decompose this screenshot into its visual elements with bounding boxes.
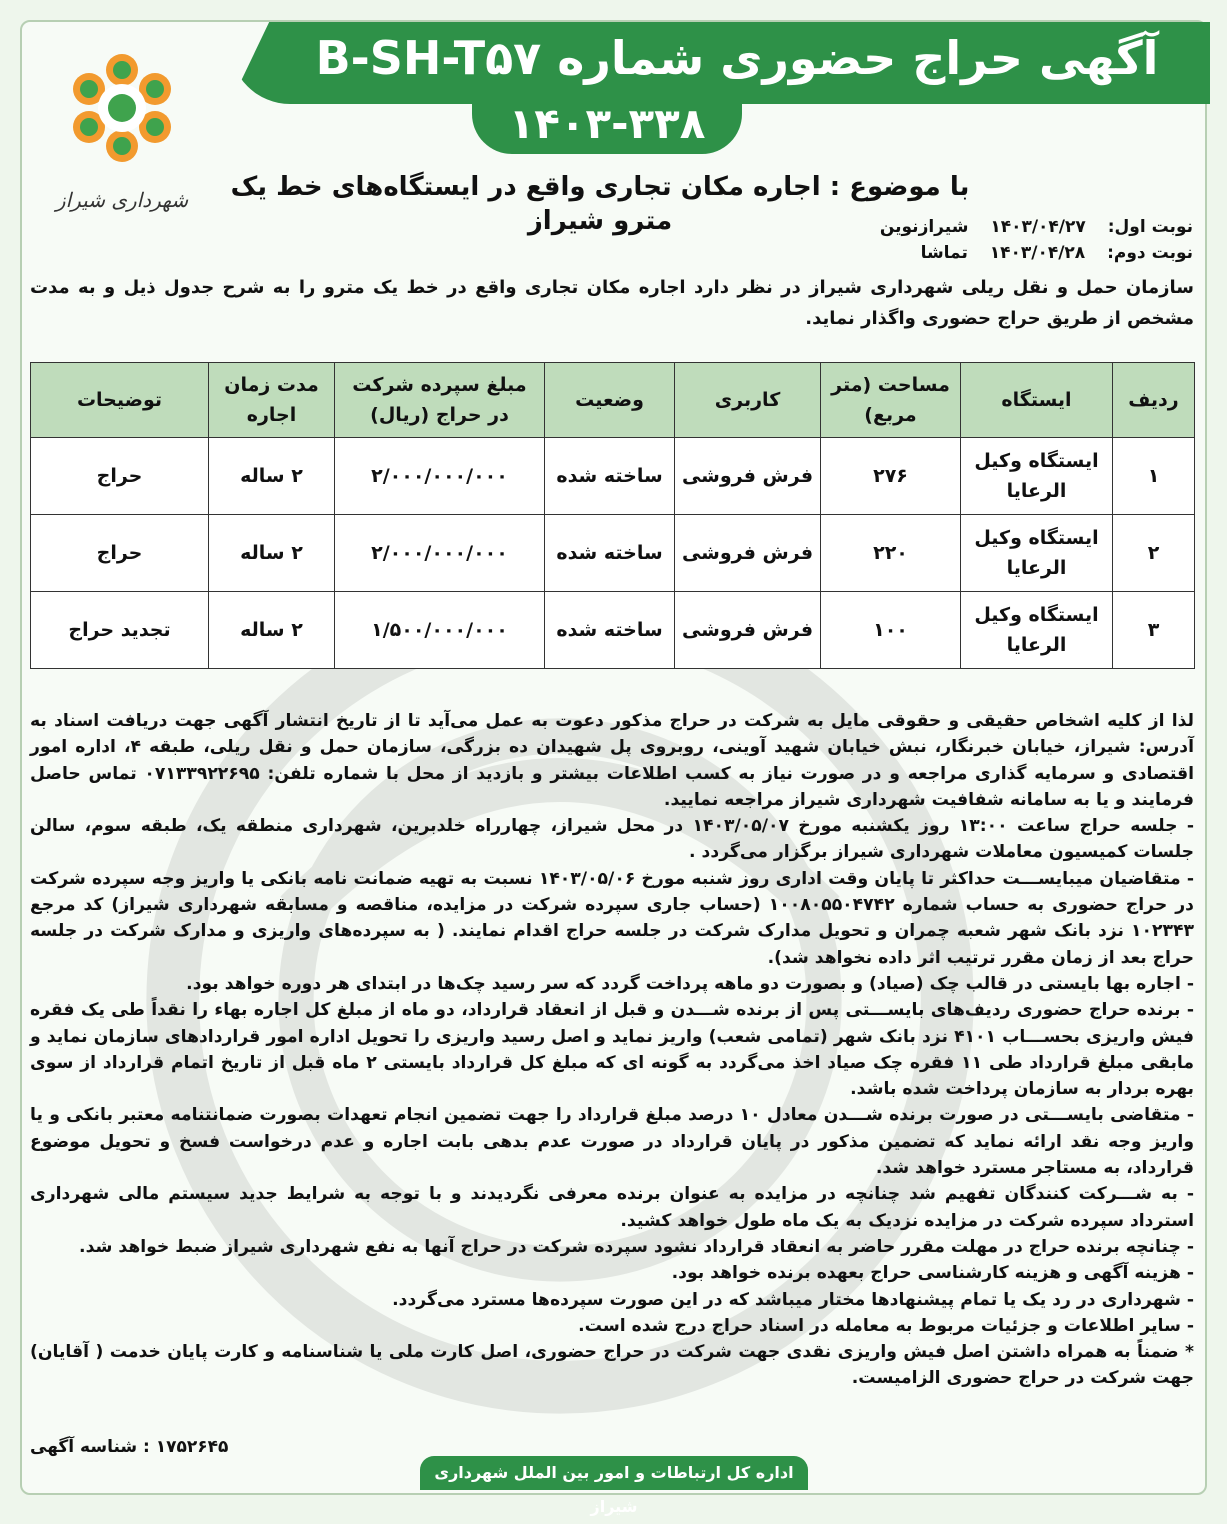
cell-status: ساخته شده bbox=[545, 515, 675, 592]
table-row bbox=[31, 592, 1195, 669]
cell-row-number: ۲ bbox=[1113, 515, 1195, 592]
col-header: ایستگاه bbox=[961, 363, 1113, 438]
table-row bbox=[31, 438, 1195, 515]
terms-paragraph: - هزینه آگهی و هزینه کارشناسی حراج بعهده برنده خواهد بود. bbox=[671, 1263, 1194, 1284]
cell-area: ۲۷۶ bbox=[821, 438, 961, 515]
cell-duration: ۲ ساله bbox=[209, 438, 335, 515]
publication-round-2 bbox=[593, 242, 1193, 264]
footer-banner: اداره کل ارتباطات و امور بین الملل شهرداری شیراز bbox=[420, 1456, 808, 1490]
terms-paragraph: - متقاضیان میبایســـت حداکثر تا پایان وقت اداری روز شنبه مورخ ۱۴۰۳/۰۵/۰۶ نسبت به تهیه ضمانت نامه بانکی یا واریز وجه سپرده شرکت در حراج حضوری به حساب شماره ۱۰۰۸۰۵۵۰۴۷۴۲ (حساب جاری سپرده شرکت در مزایده، مناقصه و مسابقه شهرداری شیراز) کد مرجع ۱۰۲۳۴۳ نزد بانک شهر شعبه چمران و تحویل مدارک شرکت در جلسه حراج اقدام نمایند. ( به سپرده‌های واریزی و مدارک شرکت در جلسه حراج بعد از زمان مقرر ترتیب اثر داده نخواهد شد). bbox=[30, 868, 1194, 968]
cell-station: ایستگاه وکیل الرعایا bbox=[961, 515, 1113, 592]
lease-table bbox=[30, 362, 1195, 669]
cell-deposit: ۱/۵۰۰/۰۰۰/۰۰۰ bbox=[335, 592, 545, 669]
cell-usage: فرش فروشی bbox=[675, 515, 821, 592]
cell-deposit: ۲/۰۰۰/۰۰۰/۰۰۰ bbox=[335, 515, 545, 592]
round-label: نوبت اول: bbox=[1107, 217, 1193, 237]
subject-heading: با موضوع : اجاره مکان تجاری واقع در ایستگاه‌های خط یک مترو شیراز bbox=[230, 172, 970, 236]
terms-body bbox=[30, 708, 1194, 1392]
cell-notes: حراج bbox=[31, 438, 209, 515]
cell-row-number: ۱ bbox=[1113, 438, 1195, 515]
cell-status: ساخته شده bbox=[545, 438, 675, 515]
col-header: مبلغ سپرده شرکت در حراج (ریال) bbox=[335, 363, 545, 438]
round-newspaper: شیرازنوین bbox=[879, 217, 969, 237]
col-header: توضیحات bbox=[31, 363, 209, 438]
cell-duration: ۲ ساله bbox=[209, 515, 335, 592]
logo-text: شهرداری شیراز bbox=[55, 188, 189, 212]
ad-identifier: ۱۷۵۲۶۴۵ : شناسه آگهی bbox=[30, 1437, 229, 1457]
terms-paragraph: - برنده حراج حضوری ردیف‌های بایســـتی پس از برنده شـــدن و قبل از انعقاد قرارداد، دو ماه از مبلغ کل اجاره بهاء را نقداً طی یک فقره فیش واریزی بحســـاب ۴۱۰۱ نزد بانک شهر (تمامی شعب) واریز نماید و اصل رسید واریزی را تحویل اداره امور قراردادهای سازمان نماید و مابقی مبلغ قرارداد طی ۱۱ فقره چک صیاد اخذ می‌گردد به گونه ای که مبلغ کل قرارداد بایستی ۲ ماه قبل از تاریخ اتمام قرارداد از سوی بهره بردار به سازمان پرداخت شده باشد. bbox=[30, 1000, 1194, 1100]
terms-paragraph: - به شـــرکت کنندگان تفهیم شد چنانچه در مزایده به عنوان برنده معرفی نگردیدند و با توجه به شرایط جدید سیستم مالی شهرداری استرداد سپرده شرکت در مزایده نزدیک به یک ماه طول خواهد کشید. bbox=[30, 1184, 1194, 1231]
intro-paragraph: سازمان حمل و نقل ریلی شهرداری شیراز در نظر دارد اجاره مکان تجاری واقع در خط یک مترو را به شرح جدول ذیل و به مدت مشخص از طریق حراج حضوری واگذار نماید. bbox=[30, 277, 1194, 329]
table-row bbox=[31, 515, 1195, 592]
col-header: وضعیت bbox=[545, 363, 675, 438]
terms-paragraph: - شهرداری در رد یک یا تمام پیشنهادها مختار میباشد که در این صورت سپرده‌ها مسترد می‌گردد. bbox=[392, 1289, 1194, 1310]
round-date: ۱۴۰۳/۰۴/۲۷ bbox=[990, 217, 1086, 237]
auction-number: ۱۴۰۳-۳۳۸ bbox=[508, 99, 706, 148]
publication-round-1 bbox=[593, 216, 1193, 238]
cell-status: ساخته شده bbox=[545, 592, 675, 669]
round-label: نوبت دوم: bbox=[1107, 243, 1193, 263]
terms-paragraph: - اجاره بها بایستی در قالب چک (صیاد) و بصورت دو ماهه پرداخت گردد که سر رسید چک‌ها در ابتدای هر دوره خواهد بود. bbox=[186, 973, 1194, 994]
shiraz-municipality-logo-icon bbox=[52, 40, 192, 180]
col-header: کاربری bbox=[675, 363, 821, 438]
col-header: مدت زمان اجاره bbox=[209, 363, 335, 438]
table-header-row bbox=[31, 363, 1195, 438]
page-title: آگهی حراج حضوری شماره B-SH-T۵۷ bbox=[315, 31, 1159, 85]
cell-station: ایستگاه وکیل الرعایا bbox=[961, 438, 1113, 515]
cell-area: ۲۲۰ bbox=[821, 515, 961, 592]
terms-paragraph: * ضمناً به همراه داشتن اصل فیش واریزی نقدی جهت شرکت در حراج حضوری، اصل کارت ملی یا شناسنامه و کارت پایان خدمت ( آقایان) جهت شرکت در حراج حضوری الزامیست. bbox=[30, 1342, 1194, 1389]
terms-paragraph: - متقاضی بایســـتی در صورت برنده شـــدن معادل ۱۰ درصد مبلغ قرارداد را جهت تضمین انجام تعهدات بصورت ضمانتنامه معتبر بانکی و یا واریز وجه نقد ارائه نماید که تضمین مذکور در پایان قرارداد در صورت عدم بدهی بابت اجاره و عدم درخواست فسخ و تحویل موضوع قرارداد، به مستاجر مسترد خواهد شد. bbox=[30, 1105, 1194, 1179]
cell-station: ایستگاه وکیل الرعایا bbox=[961, 592, 1113, 669]
col-header: مساحت (متر مربع) bbox=[821, 363, 961, 438]
round-date: ۱۴۰۳/۰۴/۲۸ bbox=[989, 243, 1086, 263]
round-newspaper: تماشا bbox=[920, 243, 968, 263]
cell-notes: حراج bbox=[31, 515, 209, 592]
cell-notes: تجدید حراج bbox=[31, 592, 209, 669]
cell-usage: فرش فروشی bbox=[675, 438, 821, 515]
terms-paragraph: - چنانچه برنده حراج در مهلت مقرر حاضر به انعقاد قرارداد نشود سپرده شرکت در حراج آنها به نفع شهرداری شیراز ضبط خواهد شد. bbox=[79, 1236, 1194, 1257]
cell-area: ۱۰۰ bbox=[821, 592, 961, 669]
cell-row-number: ۳ bbox=[1113, 592, 1195, 669]
cell-usage: فرش فروشی bbox=[675, 592, 821, 669]
cell-deposit: ۲/۰۰۰/۰۰۰/۰۰۰ bbox=[335, 438, 545, 515]
terms-paragraph: - سایر اطلاعات و جزئیات مربوط به معامله در اسناد حراج درج شده است. bbox=[578, 1315, 1194, 1336]
logo bbox=[52, 40, 192, 230]
cell-duration: ۲ ساله bbox=[209, 592, 335, 669]
terms-paragraph: لذا از کلیه اشخاص حقیقی و حقوقی مایل به شرکت در حراج مذکور دعوت به عمل می‌آید تا از تاریخ انتشار آگهی جهت دریافت اسناد به آدرس: شیراز، خیابان خبرنگار، نبش خیابان شهید آوینی، روبروی پل شهیدان ده بزرگی، سازمان حمل و نقل ریلی، طبقه ۴، اداره امور اقتصادی و سرمایه گذاری مراجعه و در صورت نیاز به کسب اطلاعات بیشتر و بازدید از محل با شماره تلفن: ۰۷۱۳۳۹۲۲۶۹۵ تماس حاصل فرمایند و یا به سامانه شفافیت شهرداری شیراز مراجعه نمایید. bbox=[30, 711, 1195, 810]
col-header: ردیف bbox=[1113, 363, 1195, 438]
terms-paragraph: - جلسه حراج ساعت ۱۳:۰۰ روز یکشنبه مورخ ۱۴۰۳/۰۵/۰۷ در محل شیراز، چهارراه خلدبرین، شهرداری منطقه یک، طبقه سوم، سالن جلسات کمیسیون معاملات شهرداری شیراز برگزار می‌گردد . bbox=[30, 816, 1194, 863]
